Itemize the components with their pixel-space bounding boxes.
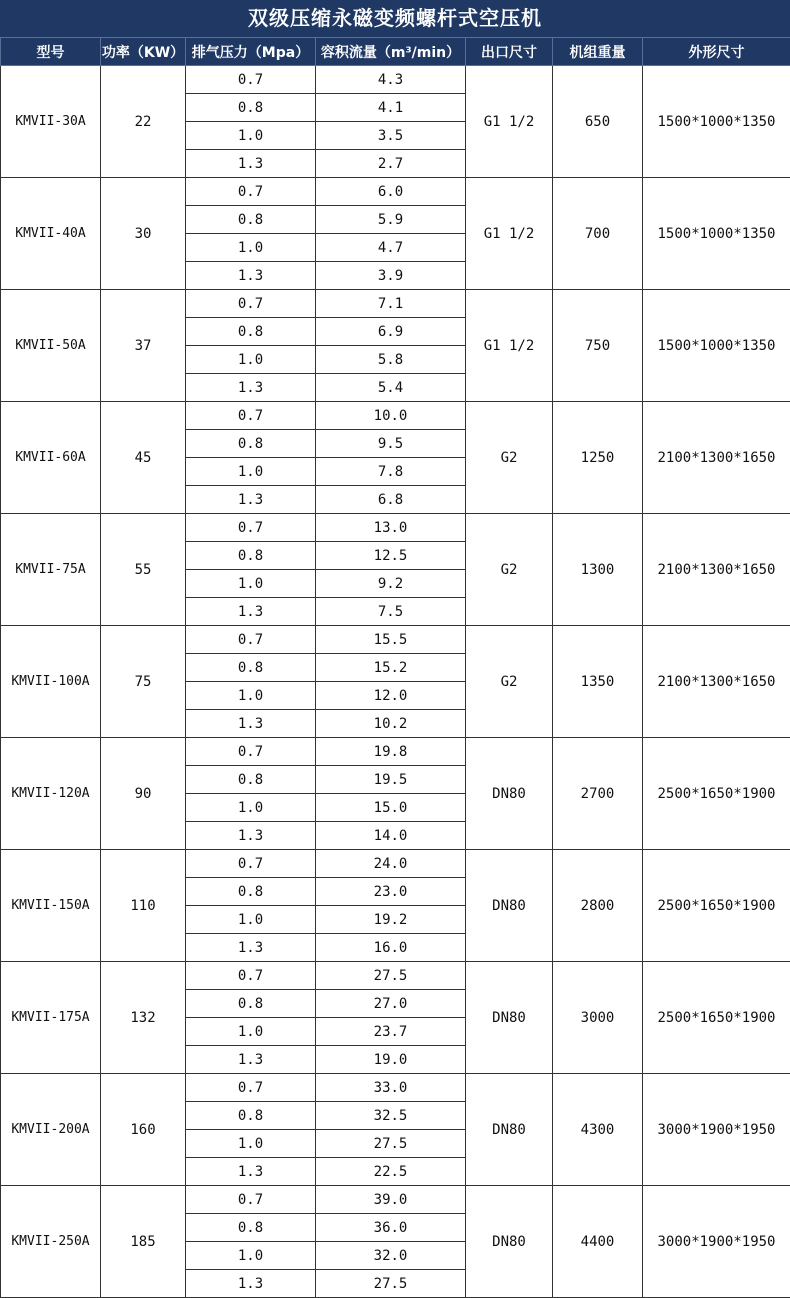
flow-cell: 33.0 [316, 1074, 466, 1102]
power-cell: 90 [101, 738, 186, 850]
model-cell: KMVII-175A [1, 962, 101, 1074]
outlet-cell: DN80 [466, 850, 553, 962]
table-row [1, 1186, 790, 1214]
pressure-cell: 1.0 [186, 458, 316, 486]
header-flow: 容积流量（m³/min） [316, 38, 466, 66]
flow-cell: 7.8 [316, 458, 466, 486]
dimensions-cell: 2500*1650*1900 [643, 962, 790, 1074]
power-cell: 55 [101, 514, 186, 626]
pressure-cell: 1.3 [186, 710, 316, 738]
flow-cell: 16.0 [316, 934, 466, 962]
outlet-cell: G2 [466, 402, 553, 514]
flow-cell: 24.0 [316, 850, 466, 878]
flow-cell: 27.5 [316, 962, 466, 990]
table-row [1, 962, 790, 990]
pressure-cell: 0.7 [186, 962, 316, 990]
dimensions-cell: 1500*1000*1350 [643, 290, 790, 402]
flow-cell: 5.8 [316, 346, 466, 374]
weight-cell: 4400 [553, 1186, 643, 1298]
outlet-cell: G1 1/2 [466, 290, 553, 402]
pressure-cell: 1.3 [186, 934, 316, 962]
pressure-cell: 1.0 [186, 122, 316, 150]
pressure-cell: 1.0 [186, 346, 316, 374]
pressure-cell: 0.8 [186, 206, 316, 234]
pressure-cell: 0.7 [186, 1186, 316, 1214]
table-row [1, 402, 790, 430]
header-outlet: 出口尺寸 [466, 38, 553, 66]
pressure-cell: 0.8 [186, 654, 316, 682]
pressure-cell: 1.0 [186, 1018, 316, 1046]
model-cell: KMVII-30A [1, 66, 101, 178]
model-cell: KMVII-250A [1, 1186, 101, 1298]
flow-cell: 22.5 [316, 1158, 466, 1186]
header-row [1, 38, 790, 66]
flow-cell: 19.8 [316, 738, 466, 766]
power-cell: 110 [101, 850, 186, 962]
flow-cell: 6.8 [316, 486, 466, 514]
flow-cell: 14.0 [316, 822, 466, 850]
table-row [1, 626, 790, 654]
pressure-cell: 0.8 [186, 990, 316, 1018]
model-cell: KMVII-40A [1, 178, 101, 290]
dimensions-cell: 3000*1900*1950 [643, 1074, 790, 1186]
model-cell: KMVII-200A [1, 1074, 101, 1186]
table-row [1, 66, 790, 94]
outlet-cell: DN80 [466, 1186, 553, 1298]
outlet-cell: DN80 [466, 962, 553, 1074]
table-row [1, 1074, 790, 1102]
pressure-cell: 1.3 [186, 150, 316, 178]
flow-cell: 12.5 [316, 542, 466, 570]
outlet-cell: G1 1/2 [466, 178, 553, 290]
power-cell: 30 [101, 178, 186, 290]
page-title: 双级压缩永磁变频螺杆式空压机 [0, 0, 790, 37]
flow-cell: 12.0 [316, 682, 466, 710]
pressure-cell: 0.7 [186, 1074, 316, 1102]
table-body [1, 66, 790, 1298]
pressure-cell: 1.3 [186, 1046, 316, 1074]
pressure-cell: 0.8 [186, 766, 316, 794]
header-dimensions: 外形尺寸 [643, 38, 790, 66]
flow-cell: 4.7 [316, 234, 466, 262]
flow-cell: 7.5 [316, 598, 466, 626]
pressure-cell: 1.3 [186, 822, 316, 850]
dimensions-cell: 3000*1900*1950 [643, 1186, 790, 1298]
pressure-cell: 1.3 [186, 1158, 316, 1186]
flow-cell: 5.4 [316, 374, 466, 402]
flow-cell: 32.5 [316, 1102, 466, 1130]
table-row [1, 178, 790, 206]
pressure-cell: 0.8 [186, 1102, 316, 1130]
dimensions-cell: 2100*1300*1650 [643, 402, 790, 514]
pressure-cell: 1.0 [186, 234, 316, 262]
header-weight: 机组重量 [553, 38, 643, 66]
dimensions-cell: 2500*1650*1900 [643, 850, 790, 962]
table-row [1, 738, 790, 766]
pressure-cell: 0.8 [186, 1214, 316, 1242]
header-power: 功率（KW） [101, 38, 186, 66]
weight-cell: 1300 [553, 514, 643, 626]
pressure-cell: 0.7 [186, 738, 316, 766]
outlet-cell: DN80 [466, 738, 553, 850]
pressure-cell: 1.3 [186, 262, 316, 290]
power-cell: 185 [101, 1186, 186, 1298]
flow-cell: 3.5 [316, 122, 466, 150]
pressure-cell: 1.0 [186, 682, 316, 710]
pressure-cell: 0.7 [186, 66, 316, 94]
flow-cell: 27.5 [316, 1130, 466, 1158]
weight-cell: 1350 [553, 626, 643, 738]
pressure-cell: 1.3 [186, 486, 316, 514]
flow-cell: 6.9 [316, 318, 466, 346]
power-cell: 75 [101, 626, 186, 738]
flow-cell: 6.0 [316, 178, 466, 206]
table-row [1, 850, 790, 878]
flow-cell: 23.7 [316, 1018, 466, 1046]
flow-cell: 9.2 [316, 570, 466, 598]
pressure-cell: 0.8 [186, 878, 316, 906]
flow-cell: 15.2 [316, 654, 466, 682]
dimensions-cell: 2500*1650*1900 [643, 738, 790, 850]
pressure-cell: 0.7 [186, 290, 316, 318]
flow-cell: 27.5 [316, 1270, 466, 1298]
flow-cell: 15.5 [316, 626, 466, 654]
model-cell: KMVII-120A [1, 738, 101, 850]
pressure-cell: 1.0 [186, 1130, 316, 1158]
power-cell: 132 [101, 962, 186, 1074]
pressure-cell: 0.8 [186, 94, 316, 122]
pressure-cell: 1.0 [186, 570, 316, 598]
flow-cell: 39.0 [316, 1186, 466, 1214]
pressure-cell: 0.8 [186, 542, 316, 570]
model-cell: KMVII-75A [1, 514, 101, 626]
pressure-cell: 0.7 [186, 178, 316, 206]
outlet-cell: G2 [466, 514, 553, 626]
model-cell: KMVII-150A [1, 850, 101, 962]
flow-cell: 3.9 [316, 262, 466, 290]
pressure-cell: 0.7 [186, 514, 316, 542]
pressure-cell: 1.0 [186, 906, 316, 934]
flow-cell: 4.3 [316, 66, 466, 94]
weight-cell: 1250 [553, 402, 643, 514]
pressure-cell: 0.7 [186, 626, 316, 654]
pressure-cell: 0.7 [186, 850, 316, 878]
flow-cell: 4.1 [316, 94, 466, 122]
table-row [1, 290, 790, 318]
pressure-cell: 0.7 [186, 402, 316, 430]
flow-cell: 19.2 [316, 906, 466, 934]
pressure-cell: 1.0 [186, 794, 316, 822]
flow-cell: 36.0 [316, 1214, 466, 1242]
power-cell: 37 [101, 290, 186, 402]
weight-cell: 4300 [553, 1074, 643, 1186]
flow-cell: 15.0 [316, 794, 466, 822]
power-cell: 45 [101, 402, 186, 514]
flow-cell: 2.7 [316, 150, 466, 178]
power-cell: 22 [101, 66, 186, 178]
weight-cell: 750 [553, 290, 643, 402]
pressure-cell: 1.0 [186, 1242, 316, 1270]
dimensions-cell: 1500*1000*1350 [643, 66, 790, 178]
outlet-cell: G1 1/2 [466, 66, 553, 178]
table-row [1, 514, 790, 542]
flow-cell: 5.9 [316, 206, 466, 234]
flow-cell: 19.0 [316, 1046, 466, 1074]
weight-cell: 700 [553, 178, 643, 290]
flow-cell: 13.0 [316, 514, 466, 542]
spec-table [0, 37, 790, 1298]
dimensions-cell: 2100*1300*1650 [643, 626, 790, 738]
weight-cell: 2700 [553, 738, 643, 850]
flow-cell: 23.0 [316, 878, 466, 906]
pressure-cell: 0.8 [186, 318, 316, 346]
outlet-cell: G2 [466, 626, 553, 738]
flow-cell: 27.0 [316, 990, 466, 1018]
model-cell: KMVII-50A [1, 290, 101, 402]
pressure-cell: 1.3 [186, 598, 316, 626]
model-cell: KMVII-100A [1, 626, 101, 738]
weight-cell: 650 [553, 66, 643, 178]
flow-cell: 10.2 [316, 710, 466, 738]
header-pressure: 排气压力（Mpa） [186, 38, 316, 66]
header-model: 型号 [1, 38, 101, 66]
model-cell: KMVII-60A [1, 402, 101, 514]
pressure-cell: 0.8 [186, 430, 316, 458]
flow-cell: 19.5 [316, 766, 466, 794]
flow-cell: 10.0 [316, 402, 466, 430]
power-cell: 160 [101, 1074, 186, 1186]
dimensions-cell: 2100*1300*1650 [643, 514, 790, 626]
weight-cell: 2800 [553, 850, 643, 962]
pressure-cell: 1.3 [186, 1270, 316, 1298]
weight-cell: 3000 [553, 962, 643, 1074]
pressure-cell: 1.3 [186, 374, 316, 402]
dimensions-cell: 1500*1000*1350 [643, 178, 790, 290]
outlet-cell: DN80 [466, 1074, 553, 1186]
flow-cell: 7.1 [316, 290, 466, 318]
flow-cell: 9.5 [316, 430, 466, 458]
flow-cell: 32.0 [316, 1242, 466, 1270]
